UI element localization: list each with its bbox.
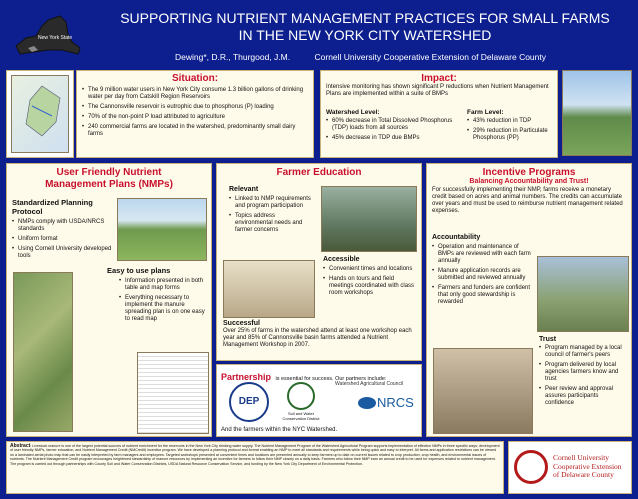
page-title xyxy=(95,10,635,44)
relevant-item: • Topics address environmental needs and farmer concerns xyxy=(229,213,313,234)
reservoir-photo xyxy=(562,70,632,156)
swcd-logo xyxy=(287,382,315,410)
situation-item: • 70% of the non-point P load attributed to agriculture xyxy=(82,114,308,121)
std-item: • Uniform format xyxy=(12,236,112,243)
nrcs-leaf-icon xyxy=(357,393,377,413)
dep-logo-text: DEP xyxy=(238,396,260,407)
easy-item: • Everything necessary to implement the manure spreading plan is on one easy to read map xyxy=(119,295,209,323)
farm-landscape-photo xyxy=(117,198,207,261)
author-line xyxy=(175,52,595,62)
education-title: Farmer Education xyxy=(276,167,362,178)
partnership-panel xyxy=(216,364,422,437)
title-line-2: IN THE NEW YORK CITY WATERSHED xyxy=(238,27,492,43)
accessible-item: • Convenient times and locations xyxy=(323,266,417,273)
situation-item: • The 9 million water users in New York City consume 1.3 billion gallons of drinking water per day from Catskill Region Reservoirs xyxy=(82,87,308,101)
incentive-intro: For successfully implementing their NMP, farms receive a monetary credit based on acres and animal numbers. The credits can accumulate over years and must be used to reimburse nutrient management related expenses. xyxy=(432,187,623,214)
impact-title: Impact: xyxy=(421,73,457,84)
abstract-panel: Abstract: Livestock manure is one of the largest potential sources of nutrient enrichment for the reservoirs in the New York City drinking water supply. The Nutrient Management Program of the Watershed Agricultural Program supports implementation of effective NMPs in three specific ways; development of user friendly NMPs, farmer education, and Nutrient Management Credit (NMCredit) incentive program. We have developed a planning protocol and format enabling an NMP to meet all standards and requirements while being quick and easy to interpret. All farms and application restrictions can be viewed on a laminated aerial photo map that can be easily interpreted by farm managers and employees. Targeted workshops presented at convenient times and locations are presented annually to keep farmers up to date on current issues related to crop production, crop health, and environmental issues of nutrients. The Nutrient Management Credit program encourages heightened stewardship of manure resources by implementing an incentive for farmers to follow their NMP closely on a daily basis. Farmers who follow their NMP earn an annual credit to be used for expenses related to nutrient management. The program is carried out through partnerships with County Soil and Water Conservation Districts, USDA Natural Resource Conservation Service, and funding by the New York City Department of Environmental Protection. xyxy=(6,441,504,494)
accountability-title: Accountability xyxy=(432,234,481,241)
map-label: New York State xyxy=(38,35,73,41)
nmp-panel xyxy=(6,163,212,437)
cornell-seal-icon xyxy=(514,450,548,484)
easy-item: • Information presented in both table and map forms xyxy=(119,278,209,292)
ny-state-map xyxy=(8,8,90,63)
workshop-photo xyxy=(223,260,315,318)
trust-item: • Program managed by a local council of farmer's peers xyxy=(539,345,629,359)
cornell-panel xyxy=(508,441,632,494)
relevant-item: • Linked to NMP requirements and program participation xyxy=(229,196,313,210)
wac-logo: Watershed Agricultural Council xyxy=(335,381,404,387)
accessible-item: • Hands on tours and field meetings coordinated with class room workshops xyxy=(323,276,417,297)
partnership-footer: And the farmers within the NYC Watershed. xyxy=(221,427,338,433)
partnership-title: Partnership xyxy=(221,372,272,382)
farm-item: • 29% reduction in Particulate Phosphorus (PP) xyxy=(467,128,557,142)
farm-item: • 43% reduction in TDP xyxy=(467,118,557,125)
dep-logo xyxy=(229,382,269,422)
cornell-line1: Cornell University xyxy=(553,453,610,462)
watershed-level-title: Watershed Level: xyxy=(326,109,380,116)
abstract-label: Abstract xyxy=(10,443,31,449)
title-line-1: SUPPORTING NUTRIENT MANAGEMENT PRACTICES FOR SMALL FARMS xyxy=(120,10,610,26)
easy-title: Easy to use plans xyxy=(107,266,171,275)
farmers-meeting-photo xyxy=(537,256,629,332)
watershed-map-panel xyxy=(6,70,74,158)
std-item: • Using Cornell University developed tools xyxy=(12,246,112,260)
affiliation: Cornell University Cooperative Extension of Delaware County xyxy=(314,52,546,62)
nrcs-text: NRCS xyxy=(377,395,414,410)
partnership-intro: is essential for success. Our partners include: xyxy=(275,376,387,382)
successful-title: Successful xyxy=(223,320,260,327)
watershed-item: • 60% decrease in Total Dissolved Phosphorus (TDP) loads from all sources xyxy=(326,118,466,132)
education-panel xyxy=(216,163,422,361)
nmp-title xyxy=(7,167,211,191)
abstract-text: Livestock manure is one of the largest potential sources of nutrient enrichment for the reservoirs in the New York City drinking water supply. The Nutrient Management Program of the Watershed Agricultural Program supports implementation of effective NMPs in three specific ways; development of user friendly NMPs, farmer education, and Nutrient Management Credit (NMCredit) incentive program. We have developed a planning protocol and format enabling an NMP to meet all standards and requirements while being quick and easy to interpret. All farms and application restrictions can be viewed on a laminated aerial photo map that can be easily interpreted by farm managers and employees. Targeted workshops presented at convenient times and locations are presented annually to keep farmers up to date on current issues related to crop production, crop health, and environmental issues of nutrients. The Nutrient Management Credit program encourages heightened stewardship of manure resources by implementing an incentive for farmers to follow their NMP closely on a daily basis. Farmers who follow their NMP earn an annual credit to be used for expenses related to nutrient management. The program is carried out through partnerships with County Soil and Water Conservation Districts, USDA Natural Resource Conservation Service, and funding by the New York City Department of Environmental Protection. xyxy=(10,444,500,466)
farm-family-photo xyxy=(433,348,533,434)
incentive-panel xyxy=(426,163,632,437)
nmp-table-image xyxy=(137,352,209,434)
impact-intro: Intensive monitoring has shown significant P reductions when Nutrient Management Plans are implemented within a suite of BMPs xyxy=(326,84,549,97)
situation-item: • The Cannonsville reservoir is eutrophic due to phosphorus (P) loading xyxy=(82,104,308,111)
authors: Dewing*, D.R., Thurgood, J.M. xyxy=(175,52,291,62)
incentive-title: Incentive Programs xyxy=(482,167,576,178)
acc-item: • Manure application records are submitted and reviewed annually xyxy=(432,268,532,282)
farmers-outdoor-photo xyxy=(321,186,417,252)
trust-item: • Program delivered by local agencies farmers know and trust xyxy=(539,362,629,383)
nrcs-logo xyxy=(357,393,419,413)
situation-item: • 240 commercial farms are located in the watershed, predominantly small dairy farms xyxy=(82,124,308,138)
watershed-map-image xyxy=(11,75,69,153)
accessible-title: Accessible xyxy=(323,256,360,263)
acc-item: • Farmers and funders are confident that only good stewardship is rewarded xyxy=(432,285,532,306)
acc-item: • Operation and maintenance of BMPs are reviewed with each farm annually xyxy=(432,244,532,265)
successful-text: Over 25% of farms in the watershed attend at least one workshop each year and 85% of Cannonsville basin farms attended a Nutrient Management Workshop in 2007. xyxy=(223,328,412,348)
cornell-line3: of Delaware County xyxy=(553,470,614,479)
situation-panel xyxy=(76,70,314,158)
swcd-label: Soil and Water Conservation District xyxy=(282,411,320,421)
incentive-subtitle: Balancing Accountability and Trust! xyxy=(469,178,589,185)
std-item: • NMPs comply with USDA/NRCS standards xyxy=(12,219,112,233)
relevant-title: Relevant xyxy=(229,186,259,193)
trust-item: • Peer review and approval assures participants confidence xyxy=(539,386,629,407)
cornell-line2: Cooperative Extension xyxy=(553,461,622,471)
farm-level-title: Farm Level: xyxy=(467,109,504,116)
nmp-title-line2: Management Plans (NMPs) xyxy=(45,179,173,190)
watershed-item: • 45% decrease in TDP due BMPs xyxy=(326,135,466,142)
impact-panel xyxy=(320,70,558,158)
nmp-title-line1: User Friendly Nutrient xyxy=(56,167,162,178)
standardized-title: Standardized Planning Protocol xyxy=(12,198,93,216)
aerial-map-image xyxy=(13,272,73,432)
trust-title: Trust xyxy=(539,336,557,343)
situation-title: Situation: xyxy=(171,73,219,84)
